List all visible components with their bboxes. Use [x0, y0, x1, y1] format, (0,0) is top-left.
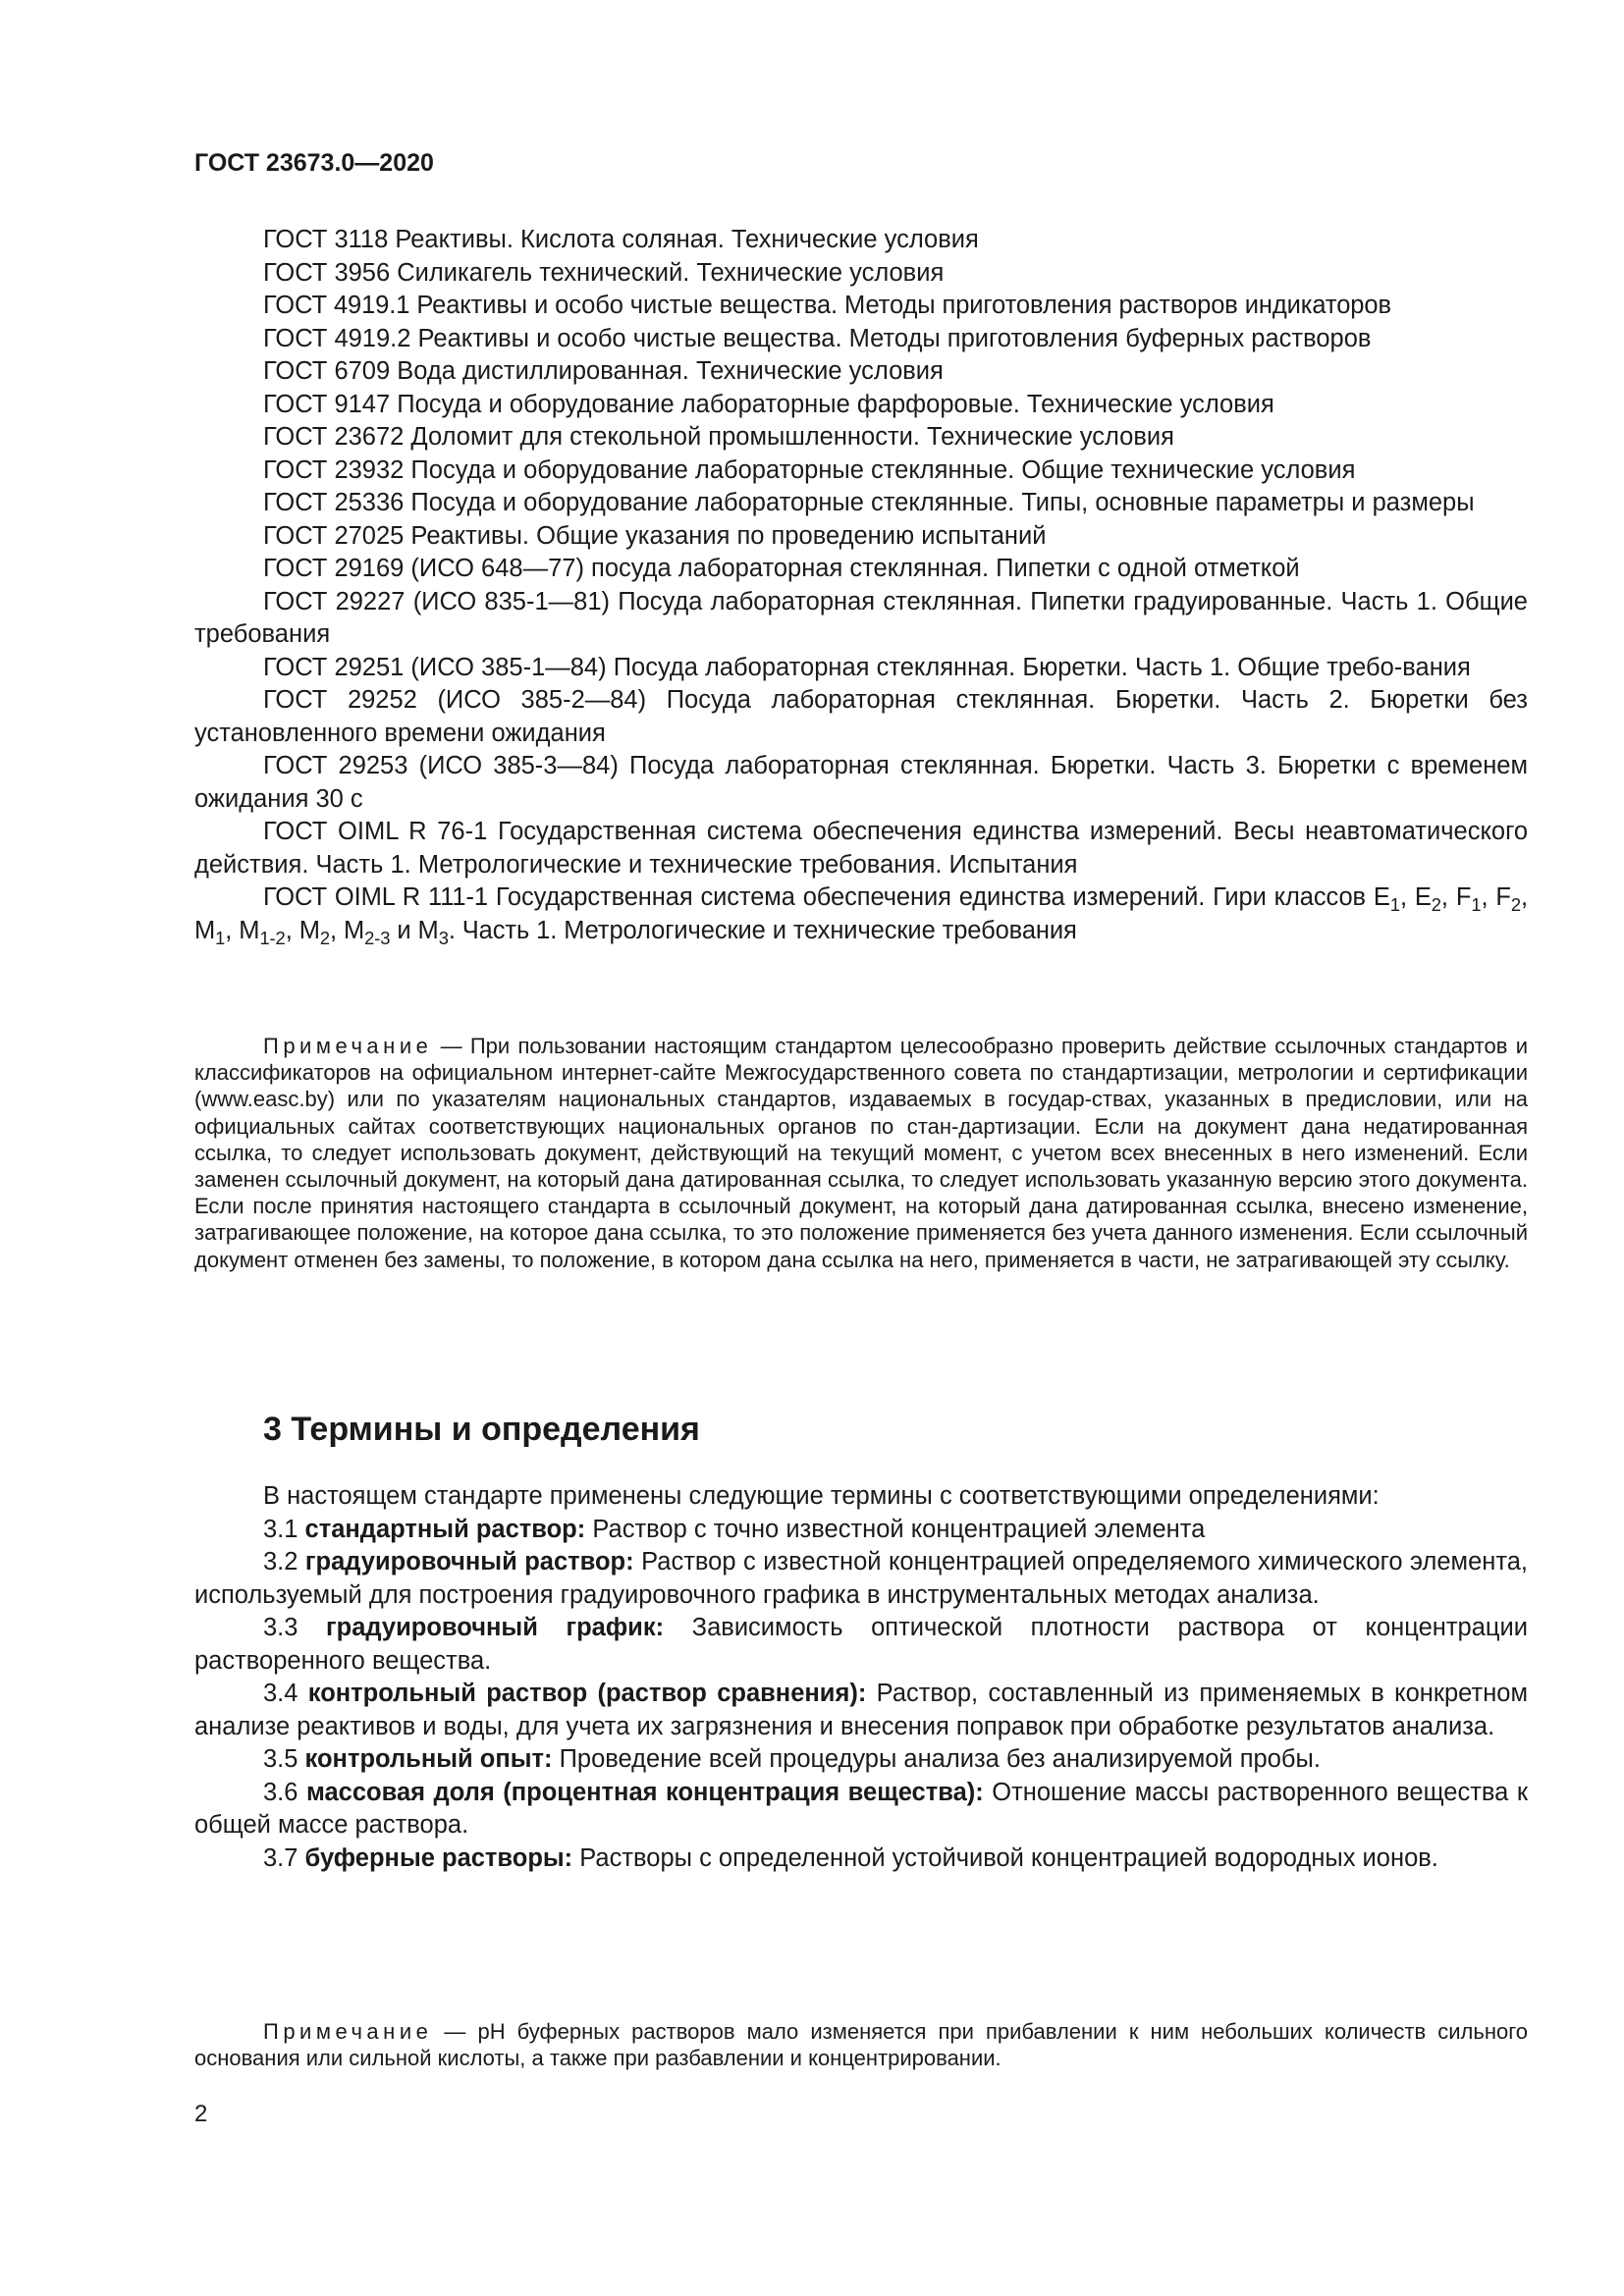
term-item: 3.5 контрольный опыт: Проведение всей процедуры анализа без анализируемой пробы. [263, 1745, 1321, 1773]
note-paragraph [194, 1033, 1528, 1273]
note-label: Примечание [263, 2019, 433, 2044]
note-text: — pH буферных растворов мало изменяется при прибавлении к ним небольших количеств сильного основания или сильной кислоты, а также при разбавлении и концентрировании. [194, 2019, 1528, 2071]
reference-item: ГОСТ 23672 Доломит для стекольной промышленности. Технические условия [263, 423, 1174, 451]
term-item: 3.1 стандартный раствор: Раствор с точно известной концентрацией элемента [263, 1515, 1206, 1543]
reference-item: ГОСТ 3956 Силикагель технический. Технические условия [263, 258, 945, 287]
term-item: 3.6 массовая доля (процентная концентрация вещества): Отношение массы растворенного вещества к общей массе раствора. [194, 1778, 1528, 1839]
term-item: 3.7 буферные растворы: Растворы с определенной устойчивой концентрацией водородных ионов. [263, 1843, 1438, 1872]
reference-item: ГОСТ 27025 Реактивы. Общие указания по проведению испытаний [263, 521, 1047, 550]
terms-definitions [194, 1480, 1528, 1875]
reference-tail: . Часть 1. Метрологические и технические требования [448, 916, 1077, 944]
reference-item-oiml-r-111-1: ГОСТ OIML R 111-1 Государственная система обеспечения единства измерений. Гири классов $E_1$, $E_2$, $F_1$, $F_2$, $M_1$, $M_{1-2}$, $M_2$, $M_{2-3}$ и $M_3$. Часть 1. Метрологические и технические требования [194, 883, 1528, 948]
term-name: градуировочный раствор: [304, 1548, 634, 1575]
reference-item: ГОСТ 23932 Посуда и оборудование лабораторные стеклянные. Общие технические условия [263, 455, 1356, 484]
reference-item: ГОСТ 3118 Реактивы. Кислота соляная. Технические условия [263, 226, 979, 253]
term-name: буферные растворы: [304, 1843, 573, 1872]
document-header-title: ГОСТ 23673.0—2020 [194, 149, 434, 177]
section-title: 3 Термины и определения [263, 1411, 700, 1448]
reference-item: ГОСТ 6709 Вода дистиллированная. Технические условия [263, 357, 944, 385]
normative-references-list [194, 224, 1528, 947]
page-number: 2 [194, 2101, 208, 2127]
reference-item: ГОСТ 9147 Посуда и оборудование лабораторные фарфоровые. Технические условия [263, 390, 1274, 418]
reference-item: ГОСТ OIML R 76-1 Государственная система обеспечения единства измерений. Весы неавтоматического действия. Часть 1. Метрологические и технические требования. Испытания [194, 818, 1528, 879]
term-name: контрольный раствор (раствор сравнения): [307, 1680, 867, 1707]
reference-item: ГОСТ 29251 (ИСО 385-1—84) Посуда лабораторная стеклянная. Бюретки. Часть 1. Общие требо-вания [263, 653, 1471, 681]
term-name: контрольный опыт: [304, 1745, 553, 1773]
reference-item: ГОСТ 25336 Посуда и оборудование лабораторные стеклянные. Типы, основные параметры и размеры [263, 489, 1475, 516]
reference-item: ГОСТ 29227 (ИСО 835-1—81) Посуда лабораторная стеклянная. Пипетки градуированные. Часть 1. Общие требования [194, 587, 1528, 648]
reference-lead: ГОСТ OIML R 111-1 Государственная система обеспечения единства измерений. Гири классов E [263, 883, 1390, 911]
reference-item: ГОСТ 29169 (ИСО 648—77) посуда лабораторная стеклянная. Пипетки с одной отметкой [263, 555, 1300, 582]
note-paragraph [194, 2018, 1528, 2071]
note-text: — При пользовании настоящим стандартом целесообразно проверить действие ссылочных стандартов и классификаторов на официальном интернет-сайте Межгосударственного совета по стандартизации, метрологии и сертификации (www.easc.by) или по указателям национальных стандартов, издаваемых в государ-ствах, указанных в предисловии, или на официальных сайтах соответствующих национальных органов по стан-дартизации. Если на документ дана недатированная ссылка, то следует использовать документ, действующий на текущий момент, с учетом всех внесенных в него изменений. Если заменен ссылочный документ, на который дана датированная ссылка, то следует использовать указанную версию этого документа. Если после принятия настоящего стандарта в ссылочный документ, на который дана датированная ссылка, внесено изменение, затрагивающее положение, на которое дана ссылка, то это положение применяется без учета данного изменения. Если ссылочный документ отменен без замены, то положение, в котором дана ссылка на него, применяется в части, не затрагивающей эту ссылку. [194, 1034, 1528, 1272]
term-name: массовая доля (процентная концентрация вещества): [305, 1778, 984, 1806]
reference-item: ГОСТ 4919.2 Реактивы и особо чистые вещества. Методы приготовления буферных растворов [263, 324, 1372, 352]
reference-item: ГОСТ 29252 (ИСО 385-2—84) Посуда лабораторная стеклянная. Бюретки. Часть 2. Бюретки без установленного времени ожидания [194, 686, 1528, 747]
section-intro: В настоящем стандарте применены следующие термины с соответствующими определениями: [263, 1482, 1380, 1510]
term-name: градуировочный график: [326, 1614, 665, 1641]
reference-item: ГОСТ 4919.1 Реактивы и особо чистые вещества. Методы приготовления растворов индикаторов [263, 292, 1391, 319]
reference-item: ГОСТ 29253 (ИСО 385-3—84) Посуда лабораторная стеклянная. Бюретки. Часть 3. Бюретки с временем ожидания 30 с [194, 752, 1528, 813]
note-label: Примечание [263, 1034, 433, 1058]
term-name: стандартный раствор: [304, 1515, 586, 1543]
term-item: 3.3 градуировочный график: Зависимость оптической плотности раствора от концентрации растворенного вещества. [194, 1614, 1528, 1675]
term-item: 3.4 контрольный раствор (раствор сравнения): Раствор, составленный из применяемых в конкретном анализе реактивов и воды, для учета их загрязнения и внесения поправок при обработке результатов анализа. [194, 1680, 1528, 1740]
term-item: 3.2 градуировочный раствор: Раствор с известной концентрацией определяемого химического элемента, используемый для построения градуировочного графика в инструментальных методах анализа. [194, 1548, 1528, 1609]
